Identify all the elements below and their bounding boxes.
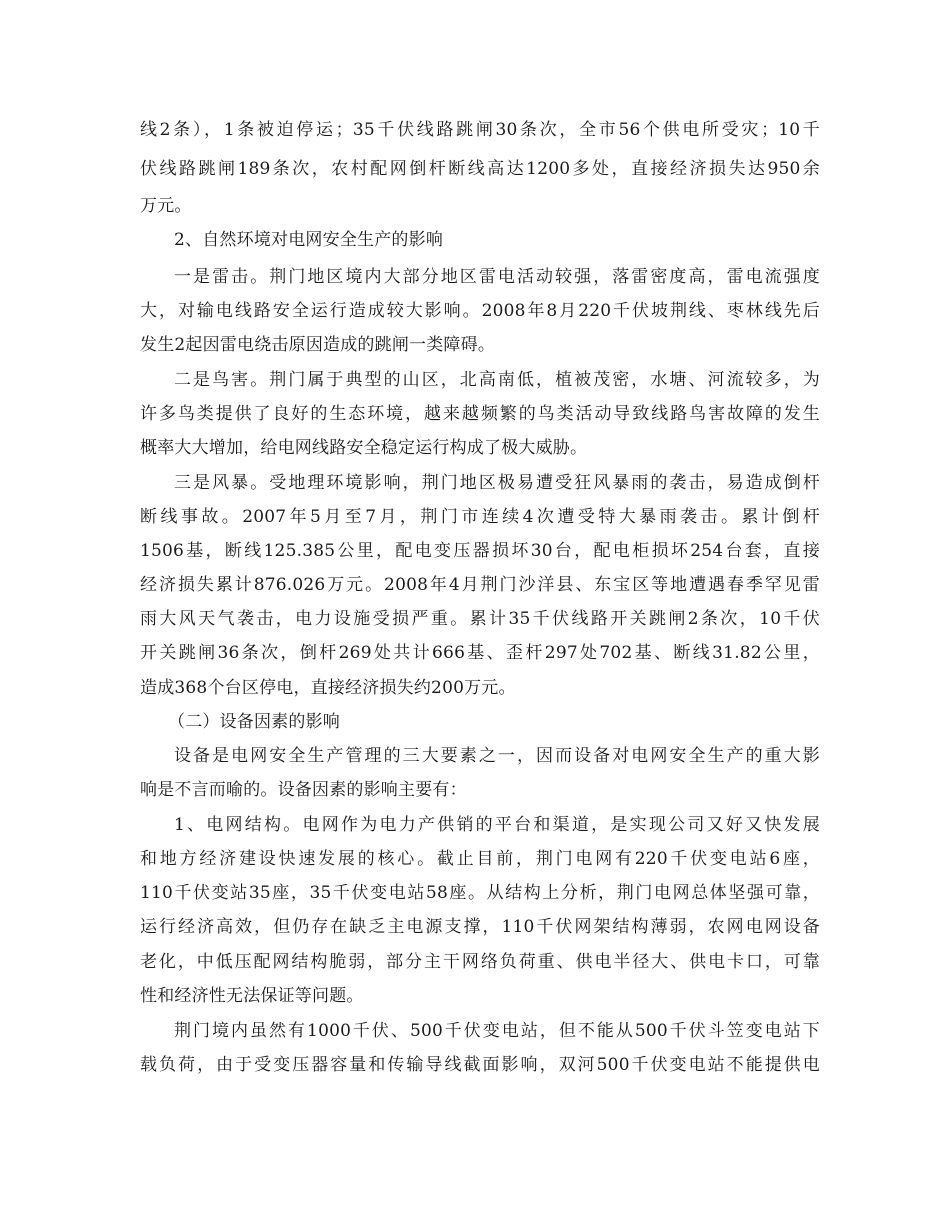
text-line: 响是不言而喻的。设备因素的影响主要有： bbox=[140, 780, 467, 800]
text-line: 运行经济高效，但仍存在缺乏主电源支撑，110千伏网架结构薄弱，农网电网设备 bbox=[140, 917, 820, 937]
text-line: 1、电网结构。电网作为电力产供销的平台和渠道，是实现公司又好又快发展 bbox=[174, 815, 820, 835]
text-line: 开关跳闸36条次，倒杆269处共计666基、歪杆297处702基、断线31.82公里， bbox=[140, 643, 820, 663]
text-line: 荆门境内虽然有1000千伏、500千伏变电站，但不能从500千伏斗笠变电站下 bbox=[174, 1021, 820, 1041]
text-line: 许多鸟类提供了良好的生态环境，越来越频繁的鸟类活动导致线路鸟害故障的发生 bbox=[140, 404, 820, 424]
text-line: 断线事故。2007年5月至7月，荆门市连续4次遭受特大暴雨袭击。累计倒杆 bbox=[140, 507, 820, 527]
text-line: 和地方经济建设快速发展的核心。截止目前，荆门电网有220千伏变电站6座， bbox=[140, 849, 820, 869]
text-line: 伏线路跳闸189条次，农村配网倒杆断线高达1200多处，直接经济损失达950余 bbox=[140, 159, 820, 179]
text-line: 概率大大增加，给电网线路安全稳定运行构成了极大威胁。 bbox=[140, 438, 588, 458]
text-line: 万元。 bbox=[140, 196, 192, 216]
text-line: 大，对输电线路安全运行造成较大影响。2008年8月220千伏坡荆线、枣林线先后 bbox=[140, 301, 820, 321]
text-line: 性和经济性无法保证等问题。 bbox=[140, 986, 364, 1006]
text-line: 发生2起因雷电绕击原因造成的跳闸一类障碍。 bbox=[140, 335, 496, 355]
text-line: 二是鸟害。荆门属于典型的山区，北高南低，植被茂密，水塘、河流较多，为 bbox=[174, 370, 820, 390]
text-line: 1506基，断线125.385公里，配电变压器损坏30台，配电柜损坏254台套，直接 bbox=[140, 541, 820, 561]
text-line: 经济损失累计876.026万元。2008年4月荆门沙洋县、东宝区等地遭遇春季罕见雷 bbox=[140, 575, 820, 595]
text-line: 老化，中低压配网结构脆弱，部分主干网络负荷重、供电半径大、供电卡口，可靠 bbox=[140, 952, 820, 972]
text-line: 造成368个台区停电，直接经济损失约200万元。 bbox=[140, 678, 516, 698]
section-heading: （二）设备因素的影响 bbox=[168, 712, 340, 732]
text-line: 载负荷，由于受变压器容量和传输导线截面影响，双河500千伏变电站不能提供电 bbox=[140, 1055, 820, 1075]
text-line: 110千伏变站35座，35千伏变电站58座。从结构上分析，荆门电网总体坚强可靠， bbox=[140, 883, 820, 903]
text-line: 雨大风天气袭击，电力设施受损严重。累计35千伏线路开关跳闸2条次，10千伏 bbox=[140, 609, 820, 629]
text-line: 三是风暴。受地理环境影响，荆门地区极易遭受狂风暴雨的袭击，易造成倒杆 bbox=[174, 473, 820, 493]
text-line: 线2条），1条被迫停运；35千伏线路跳闸30条次，全市56个供电所受灾；10千 bbox=[140, 120, 820, 140]
section-heading: 2、自然环境对电网安全生产的影响 bbox=[174, 230, 444, 250]
text-line: 设备是电网安全生产管理的三大要素之一，因而设备对电网安全生产的重大影 bbox=[174, 746, 820, 766]
text-line: 一是雷击。荆门地区境内大部分地区雷电活动较强，落雷密度高，雷电流强度 bbox=[174, 267, 820, 287]
